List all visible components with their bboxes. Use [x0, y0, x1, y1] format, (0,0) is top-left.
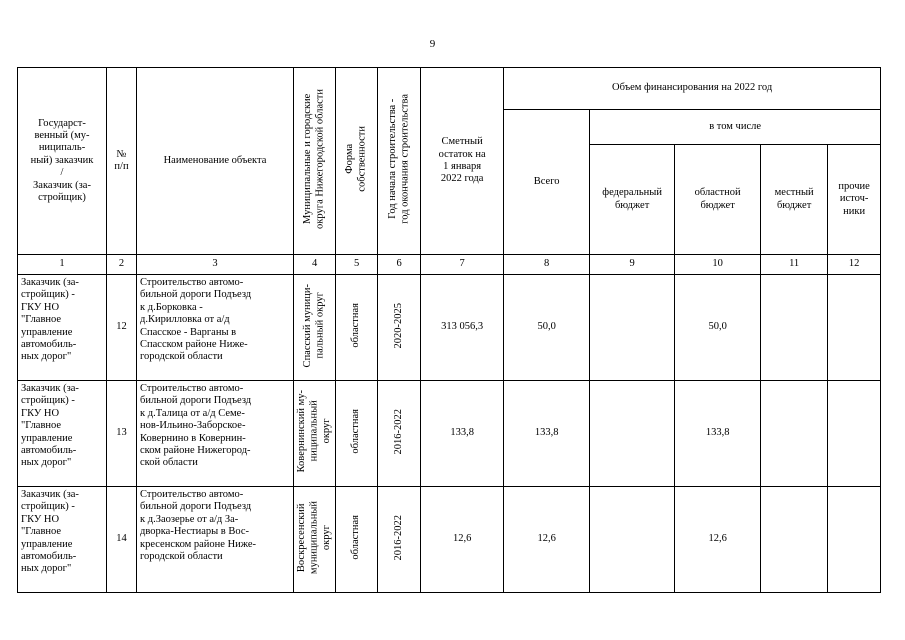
years-cell: 2016-2022	[378, 381, 421, 487]
ownership-cell: областная	[336, 487, 378, 593]
column-number: 9	[590, 255, 675, 275]
object-name-cell: Строительство автомо- бильной дороги Подъезд к д.Талица от а/д Семе- нов-Ильино-Заборское- Ковернино в Ковернин- ском районе Нижегород- ской области	[137, 381, 294, 487]
column-number: 6	[378, 255, 421, 275]
header-other: прочие источ- ники	[828, 145, 881, 255]
column-number: 7	[421, 255, 504, 275]
total-cell: 50,0	[504, 275, 590, 381]
column-number: 11	[761, 255, 828, 275]
object-name-cell: Строительство автомо- бильной дороги Подъезд к д.Борковка - д.Кирилловка от а/д Спасское - Варганы в Спасском районе Ниже- городской области	[137, 275, 294, 381]
column-number: 8	[504, 255, 590, 275]
header-ownership: Форма собственности	[336, 68, 378, 255]
federal-cell	[590, 487, 675, 593]
estimate-cell: 313 056,3	[421, 275, 504, 381]
header-number: № п/п	[107, 68, 137, 255]
column-number: 5	[336, 255, 378, 275]
row-number: 14	[107, 487, 137, 593]
column-number: 10	[675, 255, 761, 275]
ownership-cell: областная	[336, 381, 378, 487]
federal-cell	[590, 381, 675, 487]
financing-table	[17, 67, 881, 593]
other-cell	[828, 275, 881, 381]
header-municipal: Муниципальные и городские округа Нижегородской области	[294, 68, 336, 255]
total-cell: 12,6	[504, 487, 590, 593]
row-number: 13	[107, 381, 137, 487]
municipal-cell: Воскресенский муниципальный округ	[294, 487, 336, 593]
local-cell	[761, 487, 828, 593]
header-including: в том числе	[590, 110, 881, 145]
table-row	[18, 275, 881, 381]
regional-cell: 50,0	[675, 275, 761, 381]
column-number: 1	[18, 255, 107, 275]
header-total: Всего	[504, 110, 590, 255]
total-cell: 133,8	[504, 381, 590, 487]
ownership-cell: областная	[336, 275, 378, 381]
years-cell: 2016-2022	[378, 487, 421, 593]
municipal-cell: Ковернинский му- ниципальный округ	[294, 381, 336, 487]
customer-cell: Заказчик (за- стройщик) - ГКУ НО "Главное управление автомобиль- ных дорог"	[18, 381, 107, 487]
row-number: 12	[107, 275, 137, 381]
other-cell	[828, 487, 881, 593]
header-local: местный бюджет	[761, 145, 828, 255]
header-estimate: Сметный остаток на 1 января 2022 года	[421, 68, 504, 255]
header-years: Год начала строительства - год окончания строительства	[378, 68, 421, 255]
regional-cell: 133,8	[675, 381, 761, 487]
local-cell	[761, 275, 828, 381]
table-row	[18, 487, 881, 593]
column-number: 4	[294, 255, 336, 275]
table-row	[18, 381, 881, 487]
column-number: 2	[107, 255, 137, 275]
object-name-cell: Строительство автомо- бильной дороги Подъезд к д.Заозерье от а/д За- дворка-Нестиары в Вос- кресенском районе Ниже- городской области	[137, 487, 294, 593]
estimate-cell: 133,8	[421, 381, 504, 487]
column-numbers-row	[18, 255, 881, 275]
header-customer: Государст- венный (му- ниципаль- ный) заказчик / Заказчик (за- стройщик)	[18, 68, 107, 255]
federal-cell	[590, 275, 675, 381]
municipal-cell: Спасский муници- пальный округ	[294, 275, 336, 381]
header-regional: областной бюджет	[675, 145, 761, 255]
customer-cell: Заказчик (за- стройщик) - ГКУ НО "Главное управление автомобиль- ных дорог"	[18, 275, 107, 381]
page-number: 9	[429, 38, 436, 50]
regional-cell: 12,6	[675, 487, 761, 593]
header-object-name: Наименование объекта	[137, 68, 294, 255]
other-cell	[828, 381, 881, 487]
years-cell: 2020-2025	[378, 275, 421, 381]
estimate-cell: 12,6	[421, 487, 504, 593]
column-number: 12	[828, 255, 881, 275]
column-number: 3	[137, 255, 294, 275]
local-cell	[761, 381, 828, 487]
header-federal: федеральный бюджет	[590, 145, 675, 255]
header-funding: Объем финансирования на 2022 год	[504, 68, 881, 110]
customer-cell: Заказчик (за- стройщик) - ГКУ НО "Главное управление автомобиль- ных дорог"	[18, 487, 107, 593]
